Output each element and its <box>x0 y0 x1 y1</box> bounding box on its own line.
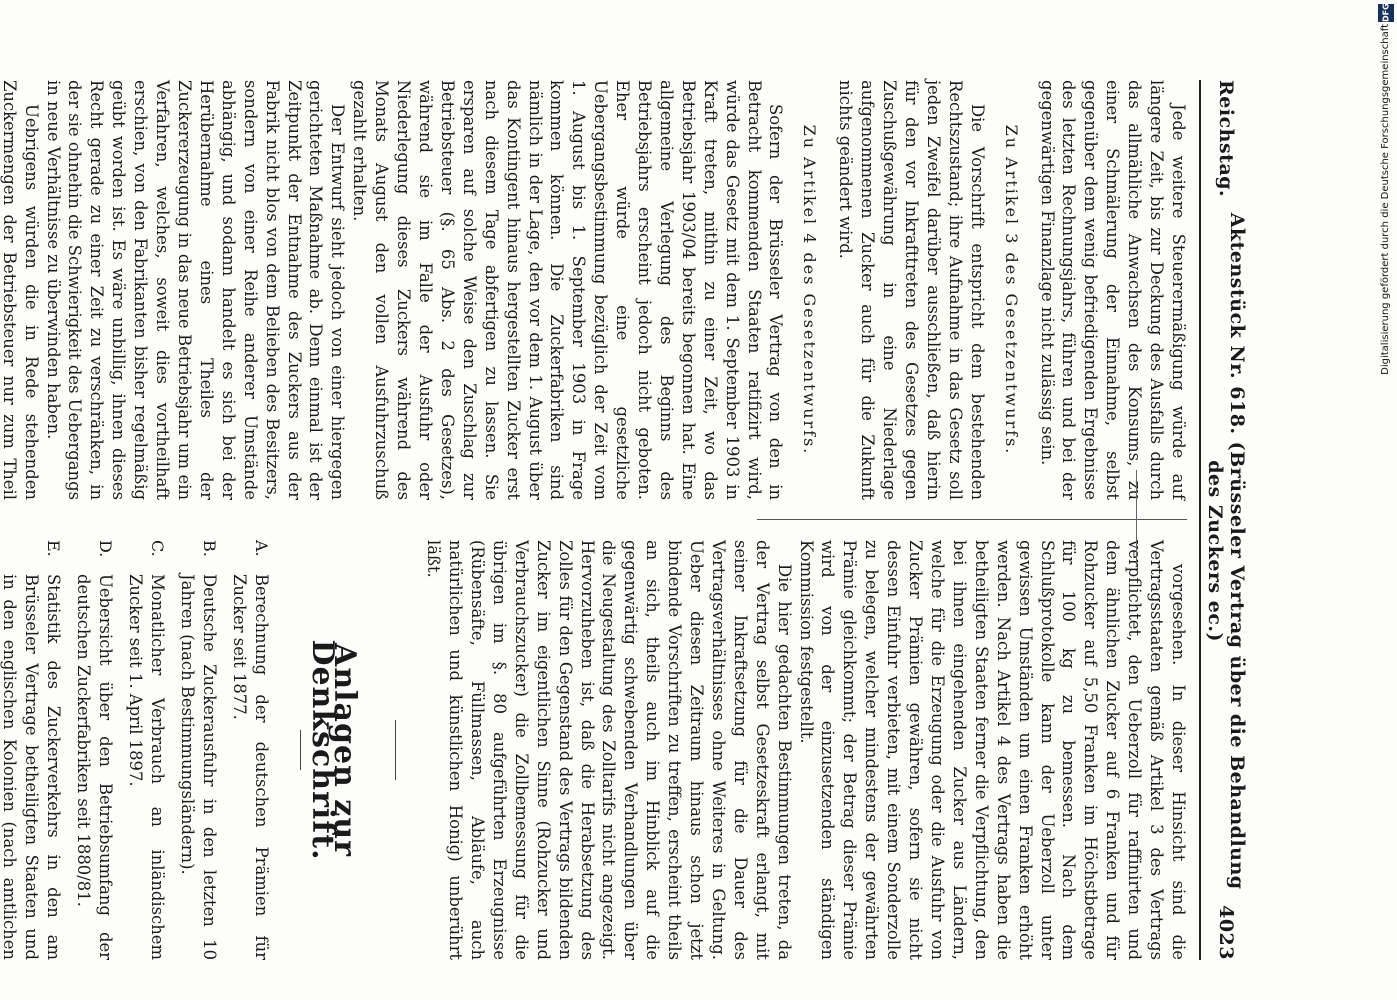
header-rule <box>1199 80 1201 960</box>
paragraph: Die hier gedachten Bestimmungen treten, da der Vertrag selbst Gesetzeskraft erlangt, mit seiner Inkraftsetzung für die Dauer des Vertragsverhältnisses ohne Weiteres in Geltung. Ueber diesen Zeitraum hinaus schon jetzt bindende Vorschriften zu treffen, erscheint theils an sich, theils auch im Hinblick auf die gegenwärtig schwebenden Verhandlungen über die Neugestaltung des Zolltarifs nicht angezeigt. Hervorzuheben ist, daß die Herabsetzung des Zolles für den Gegenstand des Vertrags bildenden Zucker im eigentlichen Sinne (Rohzucker und Verbrauchszucker) die Zollbemessung für die übrigen im §. 80 aufgeführten Erzeugnisse (Rübensäfte, Füllmassen, Abläufe, auch natürlichen und künstlichen Honig) unberührt läßt. <box>424 540 794 960</box>
annex-item <box>176 540 220 960</box>
column-separator <box>757 519 1187 520</box>
paragraph: Der Entwurf sieht jedoch von einer hiergegen gerichteten Maßnahme ab. Denn einmal ist der Zeitpunkt der Entnahme des Zuckers aus der Fabrik nicht blos von dem Belieben des Besitzers, sondern von einer Reihe anderer Umstände abhängig, und sodann handelt es sich bei der Herübernahme eines Theiles der Zuckererzeugung in das neue Betriebsjahr um ein Verfahren, welches, soweit dies vortheilhaft erschien, von den Fabrikanten bisher regelmäßig geübt worden ist. Es wäre unbillig, ihnen dieses Recht gerade zu einer Zeit zu verschränken, in der sie ohnehin die Schwierigkeit des Uebergangs in neue Verhältnisse zu überwinden haben. <box>43 80 348 500</box>
page-sheet <box>0 80 1248 960</box>
annex-item <box>72 540 116 960</box>
annex-item <box>124 540 168 960</box>
annex-item <box>228 540 272 960</box>
section-heading: Zu Artikel 3 des Gesetzentwurfs. <box>1001 124 1021 456</box>
header-left: Reichstag. <box>1215 80 1237 198</box>
paragraph: Jede weitere Steuerermäßigung würde auf längere Zeit, bis zur Deckung des Ausfalls durch das allmähliche Anwachsen des Konsums, zu einer Schmälerung der Einnahme, selbst gegenüber dem wenig befriedigenden Ergebnisse des letzten Rechnungsjahrs, führen und bei der gegenwärtigen Finanzlage nicht zulässig sein. <box>1037 80 1188 500</box>
right-column <box>0 540 1189 960</box>
dfg-logo: DFG <box>1378 4 1394 22</box>
paragraph: vorgesehen. In dieser Hinsicht sind die Vertragsstaaten gemäß Artikel 3 des Vertrags verpflichtet, den Ueberzoll für raffinirten und dem ähnlichen Zucker auf 6 Franken und für Rohzucker auf 5,50 Franken im Höchstbetrage für 100 kg zu bemessen. Nach dem Schlußprotokolle kann der Ueberzoll unter gewissen Umständen um einen Franken erhöht werden. Nach Artikel 4 des Vertrags haben die betheiligten Staaten ferner die Verpflichtung, den bei ihnen eingehenden Zucker aus Ländern, welche für die Erzeugung oder die Ausfuhr von Zucker Prämien gewähren, sofern sie nicht dessen Einfuhr verbieten, mit einem Sonderzolle zu belegen, welcher mindestens der gewährten Prämie gleichkommt; der Betrag dieser Prämie wird von der einzusetzenden ständigen Kommission festgestellt. <box>796 540 1188 960</box>
paragraph: Uebrigens würden die in Rede stehenden Zuckermengen der Betriebsteuer nur zum Theil <box>0 80 41 500</box>
dfg-sidebar <box>1376 0 1397 1000</box>
annex-letter: D. <box>96 540 116 558</box>
annex-text: Deutsche Zuckerausfuhr in den letzten 10 Jahren (nach Bestimmungsländern). <box>178 574 220 960</box>
page-header <box>1205 80 1247 960</box>
paragraph: Sofern der Brüsseler Vertrag von den in Betracht kommenden Staaten ratifizirt wird, würde das Gesetz mit dem 1. September 1903 in Kraft treten, mithin zu einer Zeit, wo das Betriebsjahr 1903/04 bereits begonnen hat. Eine allgemeine Verlegung des Beginns des Betriebsjahrs erscheint jedoch nicht geboten. Eher würde eine gesetzliche Uebergangsbestimmung bezüglich der Zeit vom 1. August bis 1. September 1903 in Frage kommen können. Die Zuckerfabriken sind nämlich in der Lage, den vor dem 1. August über das Kontingent hinaus hergestellten Zucker erst nach diesem Tage abfertigen zu lassen. Sie ersparen auf solche Weise den Zuschlag zur Betriebsteuer (§. 65 Abs. 2 des Gesetzes), während sie im Falle der Ausfuhr oder Niederlegung dieses Zuckers während des Monats August den vollen Ausfuhrzuschuß gezahlt erhalten. <box>350 80 786 500</box>
annex-text: Uebersicht über den Betriebsumfang der deutschen Zuckerfabriken seit 1880/81. <box>74 574 116 960</box>
scan-artifact-line <box>1136 470 1137 565</box>
annex-letter: E. <box>44 540 64 557</box>
dfg-credit: Digitalisierung gefördert durch die Deutsche Forschungsgemeinschaft <box>1380 24 1391 375</box>
annex-letter: C. <box>148 540 168 557</box>
section-divider <box>395 720 396 780</box>
header-title: Aktenstück Nr. 618. (Brüsseler Vertrag über die Behandlung des Zuckers ec.) <box>1204 212 1248 890</box>
page-number: 4023 <box>1215 905 1237 960</box>
annex-text: Monatlicher Verbrauch an inländischem Zucker seit 1. April 1897. <box>126 574 168 960</box>
annex-letter: A. <box>252 540 272 557</box>
annex-letter: B. <box>200 540 220 557</box>
left-column <box>0 80 1189 500</box>
annex-text: Statistik des Zuckerverkehrs in den am Brüsseler Vertrage betheiligten Staaten und in den englischen Kolonien (nach amtlichen <box>0 574 64 960</box>
annex-text: Berechnung der deutschen Prämien für Zucker seit 1877. <box>230 574 272 960</box>
annex-title: Anlagen zur Denkschrift. <box>305 639 363 861</box>
annex-item <box>0 540 64 960</box>
annex-divider <box>300 730 301 770</box>
section-heading: Zu Artikel 4 des Gesetzentwurfs. <box>800 124 820 456</box>
paragraph: Die Vorschrift entspricht dem bestehenden Rechtszustand; ihre Aufnahme in das Gesetz soll jeden Zweifel darüber ausschließen, daß hierin für den vor Inkrafttreten des Gesetzes gegen Zuschußgewährung in eine Niederlage aufgenommenen Zucker auch für die Zukunft nichts geändert wird. <box>836 80 987 500</box>
